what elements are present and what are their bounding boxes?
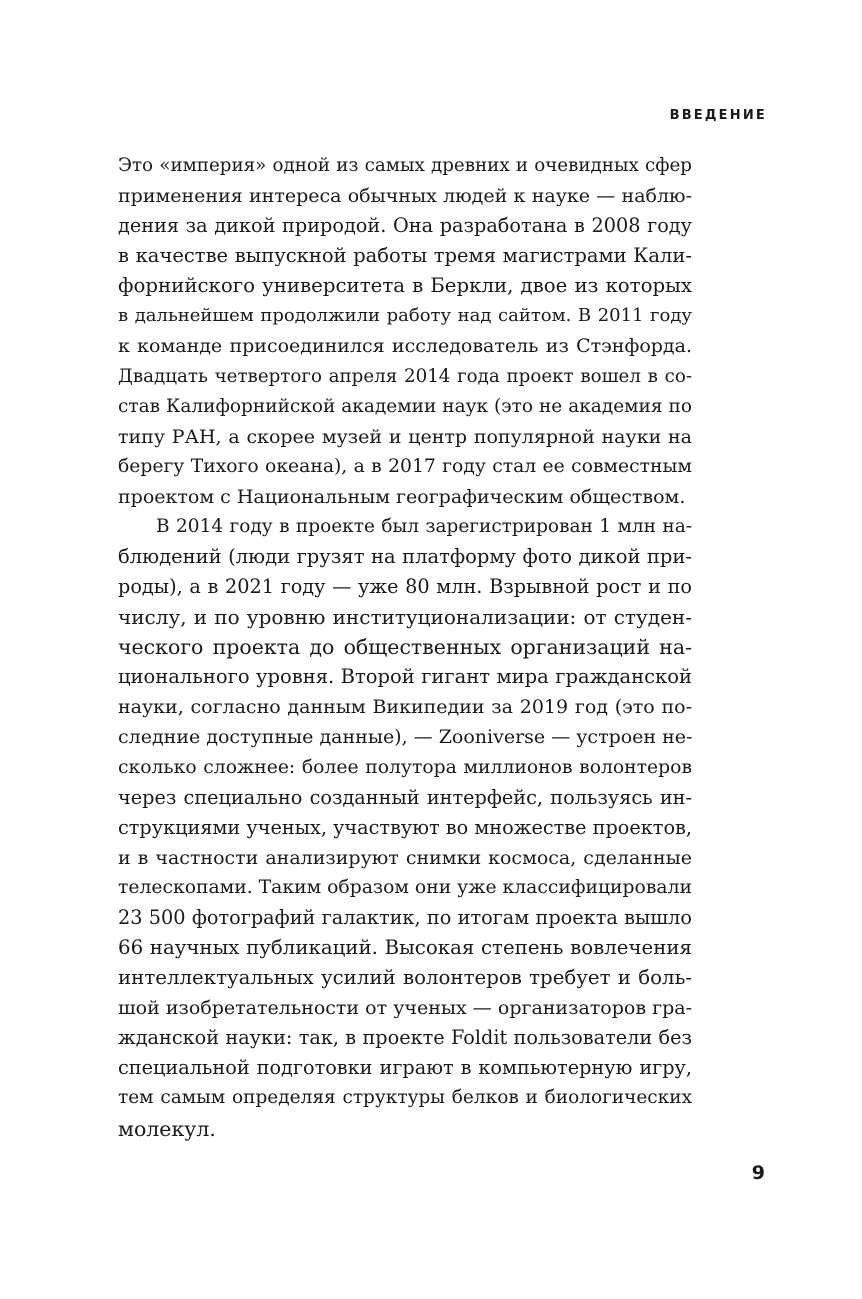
text-line: блюдений (люди грузят на платформу фото дикой при-	[118, 545, 692, 569]
text-line: став Калифорнийской академии наук (это не академия по	[118, 395, 692, 417]
text-line: специальной подготовки играют в компьютерную игру,	[118, 1056, 692, 1080]
text-line: Это «империя» одной из самых древних и очевидных сфер	[118, 155, 692, 176]
text-line: струкциями ученых, участвуют во множестве проектов,	[118, 815, 692, 839]
text-line: 23 500 фотографий галактик, по итогам проекта вышло	[118, 905, 692, 929]
page-number: 9	[751, 1162, 765, 1184]
text-line: молекул.	[118, 1116, 216, 1141]
text-line: Двадцать четвертого апреля 2014 года проект вошел в со-	[118, 365, 692, 387]
text-line: телескопами. Таким образом они уже классифицировали	[118, 876, 692, 898]
text-line: сколько сложнее: более полутора миллионов волонтеров	[118, 756, 692, 778]
text-line: ционального уровня. Второй гигант мира гражданской	[118, 665, 692, 689]
text-line: берегу Тихого океана), а в 2017 году стал ее совместным	[118, 455, 692, 477]
running-head-title: ВВЕДЕНИЕ	[669, 108, 767, 123]
text-line: жданской науки: так, в проекте Foldit пользователи без	[118, 1026, 692, 1050]
paragraph	[118, 512, 692, 1144]
text-line: к команде присоединился исследователь из Стэнфорда.	[118, 335, 692, 358]
text-line: интеллектуальных усилий волонтеров требует и боль-	[118, 966, 692, 990]
text-line: проектом с Национальным географическим обществом.	[118, 485, 686, 508]
text-line: тем самым определяя структуры белков и биологических	[118, 1087, 692, 1109]
text-line: ческого проекта до общественных организаций на-	[118, 635, 692, 660]
text-line: В 2014 году в проекте был зарегистрирован 1 млн на-	[156, 515, 692, 537]
text-line: форнийского университета в Беркли, двое из которых	[118, 274, 692, 298]
text-line: применения интереса обычных людей к науке — наблю-	[118, 185, 692, 208]
text-line: типу РАН, а скорее музей и центр популярной науки на	[118, 425, 692, 448]
text-line: и в частности анализируют снимки космоса, сделанные	[118, 846, 692, 869]
text-line: в качестве выпускной работы тремя магистрами Кали-	[118, 244, 692, 268]
text-line: дения за дикой природой. Она разработана в 2008 году	[118, 214, 692, 238]
body-text	[118, 151, 692, 1144]
paragraph	[118, 151, 692, 512]
text-line: следние доступные данные), — Zooniverse — устроен не-	[118, 726, 693, 749]
text-line: числу, и по уровню институционализации: от студен-	[118, 605, 692, 630]
text-line: 66 научных публикаций. Высокая степень вовлечения	[118, 936, 692, 960]
text-line: роды), а в 2021 году — уже 80 млн. Взрывной рост и по	[118, 575, 692, 599]
text-line: через специально созданный интерфейс, пользуясь ин-	[118, 785, 692, 809]
text-line: шой изобретательности от ученых — организаторов гра-	[118, 997, 692, 1020]
text-line: в дальнейшем продолжили работу над сайтом. В 2011 году	[118, 305, 692, 327]
text-line: науки, согласно данным Википедии за 2019 год (это по-	[118, 696, 692, 719]
